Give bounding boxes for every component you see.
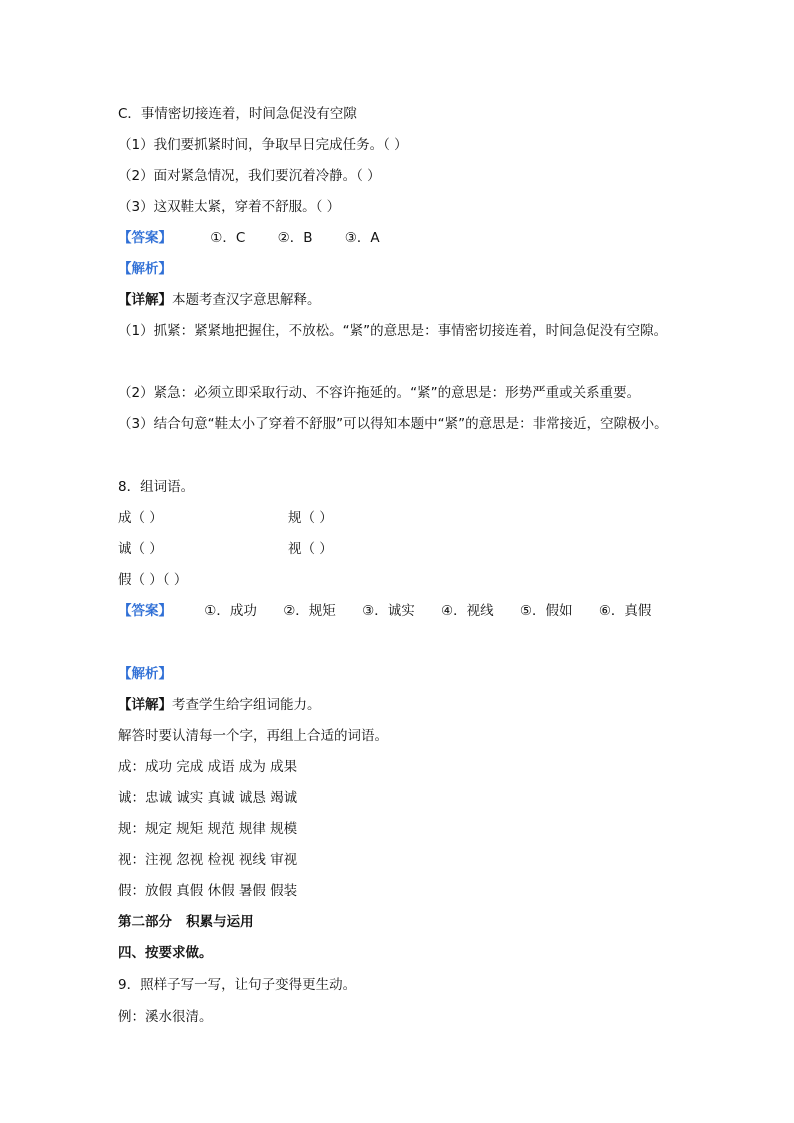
- option-c: C．事情密切接连着，时间急促没有空隙: [118, 106, 357, 122]
- q7-item-1: （1）我们要抓紧时间，争取早日完成任务。（ ）: [118, 137, 408, 153]
- q8-analysis-label: [118, 664, 678, 684]
- q7-detail: [118, 290, 678, 310]
- q7-analysis-label: [118, 259, 678, 279]
- q7-explanation-1: （1）抓紧：紧紧地把握住，不放松。“紧”的意思是：事情密切接连着，时间急促没有空隙。: [118, 323, 668, 339]
- answer-item: ⑤．假如: [519, 603, 573, 619]
- q8-group-jia: 假：放假 真假 休假 暑假 假装: [118, 883, 298, 899]
- answer-item: ②．B: [277, 230, 313, 246]
- q8-row-2: [118, 539, 678, 559]
- q8-title: 8．组词语。: [118, 479, 195, 495]
- q7-item-2: （2）面对紧急情况，我们要沉着冷静。（ ）: [118, 168, 381, 184]
- q8-group-cheng2: 诚：忠诚 诚实 真诚 诚恳 竭诚: [118, 790, 298, 806]
- detail-label: 【详解】: [118, 697, 172, 713]
- q8-group-shi: 视：注视 忽视 检视 视线 审视: [118, 852, 298, 868]
- answer-item: ①．成功: [204, 603, 257, 619]
- q8-row-3: [118, 570, 678, 590]
- analysis-label: 【解析】: [118, 261, 172, 277]
- q9-example: 例：溪水很清。: [118, 1009, 213, 1025]
- q7-explanation-2: （2）紧急：必须立即采取行动、不容许拖延的。“紧”的意思是：形势严重或关系重要。: [118, 385, 641, 401]
- q8-blank-gui: 规（ ）: [288, 510, 333, 526]
- analysis-label: 【解析】: [118, 666, 172, 682]
- answer-label: 【答案】: [118, 230, 172, 246]
- answer-item: ③．诚实: [362, 603, 415, 619]
- answer-label: 【答案】: [118, 603, 172, 619]
- q9-title: 9．照样子写一写，让句子变得更生动。: [118, 977, 357, 993]
- q8-note: 解答时要认清每一个字，再组上合适的词语。: [118, 728, 388, 744]
- answer-item: ④．视线: [441, 603, 494, 619]
- detail-text: 本题考查汉字意思解释。: [172, 292, 321, 308]
- answer-item: ②．规矩: [283, 603, 336, 619]
- q7-answer-row: [118, 228, 678, 248]
- q8-answer-row: [118, 596, 678, 627]
- answer-item: ⑥．真假: [598, 603, 652, 619]
- section-four-title: 四、按要求做。: [118, 945, 213, 961]
- answer-item: ①．C: [210, 230, 246, 246]
- q8-blank-jia: 假（ ）（ ）: [118, 572, 188, 588]
- q8-detail: [118, 695, 678, 715]
- q7-item-3: （3）这双鞋太紧，穿着不舒服。（ ）: [118, 199, 341, 215]
- answer-item: ③．A: [344, 230, 380, 246]
- q8-blank-shi: 视（ ）: [288, 541, 333, 557]
- q8-blank-cheng: 成（ ）: [118, 510, 163, 526]
- q8-group-cheng: 成：成功 完成 成语 成为 成果: [118, 759, 298, 775]
- detail-text: 考查学生给字组词能力。: [172, 697, 321, 713]
- q8-blank-cheng2: 诚（ ）: [118, 541, 163, 557]
- q8-row-1: [118, 508, 678, 528]
- q7-explanation-3: （3）结合句意“鞋太小了穿着不舒服”可以得知本题中“紧”的意思是：非常接近，空隙极小。: [118, 416, 668, 432]
- part2-title: 第二部分 积累与运用: [118, 914, 254, 930]
- detail-label: 【详解】: [118, 292, 172, 308]
- q8-group-gui: 规：规定 规矩 规范 规律 规模: [118, 821, 298, 837]
